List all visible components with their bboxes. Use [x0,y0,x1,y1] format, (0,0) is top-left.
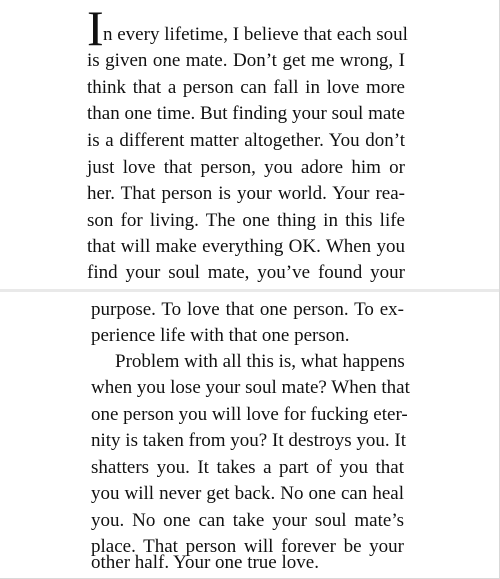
text-line: son for living. The one thing in this life [87,210,405,231]
text-line: nity is taken from you? It destroys you. It [91,430,407,451]
text-line: you will never get back. No one can heal [91,483,404,504]
text-line: other half. Your one true love. [91,552,319,573]
text-line: just love that person, you adore him or [87,157,405,178]
text-line: that will make everything OK. When you [87,236,405,257]
text-line: n every lifetime, I believe that each soul [103,24,408,45]
page-section-top [0,0,500,289]
text-line: find your soul mate, you’ve found your [87,262,405,283]
text-line: think that a person can fall in love more [87,77,405,98]
text-line: place. That person will forever be your [91,536,404,557]
text-line: is given one mate. Don’t get me wrong, I [87,50,405,71]
text-line: her. That person is your world. Your rea- [87,183,405,204]
drop-cap: I [87,0,104,56]
page-section-bottom [0,292,500,579]
text-line: you. No one can take your soul mate’s [91,510,404,531]
text-line: perience life with that one person. [91,325,350,346]
text-line: than one time. But finding your soul mate [87,103,405,124]
paragraph-first-line: Problem with all this is, what happens [115,351,405,372]
text-line: is a different matter altogether. You don’t [87,130,405,151]
text-line: purpose. To love that one person. To ex- [91,299,404,320]
text-line: one person you will love for fucking eter- [91,404,408,425]
text-line: when you lose your soul mate? When that [91,377,410,398]
text-line: shatters you. It takes a part of you that [91,457,404,478]
